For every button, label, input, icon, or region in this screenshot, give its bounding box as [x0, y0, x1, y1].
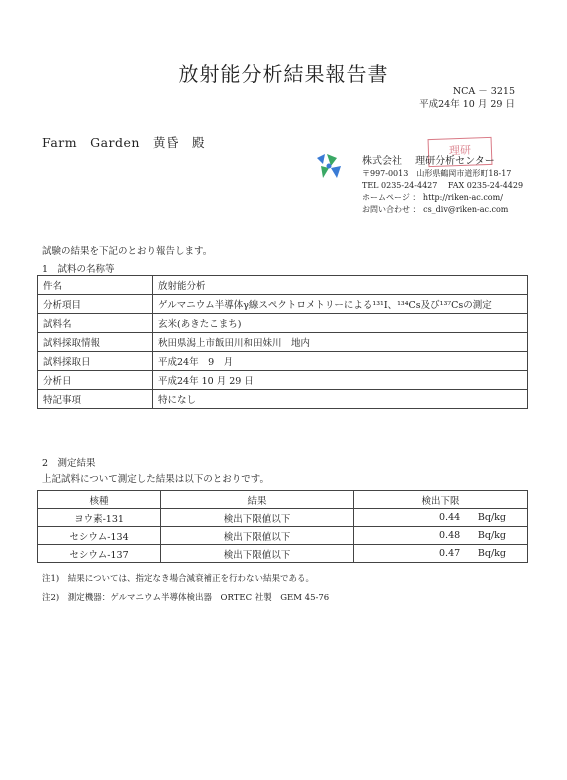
company-name: 株式会社 理研分析センター: [362, 156, 495, 167]
company-logo-icon: [313, 150, 347, 182]
table-row: [38, 509, 528, 527]
result-cell: 検出下限値以下: [161, 509, 354, 527]
limit-value: 0.47: [439, 548, 461, 559]
result-cell: 検出下限値以下: [161, 527, 354, 545]
column-header-result: 結果: [161, 491, 354, 509]
row-label: 試料採取日: [38, 352, 153, 371]
row-value: 平成24年 9 月: [153, 352, 528, 371]
sample-info-table: [37, 275, 528, 409]
row-value: 秋田県潟上市飯田川和田妹川 地内: [153, 333, 528, 352]
row-label: 分析項目: [38, 295, 153, 314]
limit-value: 0.48: [439, 530, 461, 541]
limit-unit: Bq/kg: [477, 512, 506, 523]
report-title: 放射能分析結果報告書: [178, 62, 389, 86]
table-row: [38, 545, 528, 563]
section2-subheading: 上記試料について測定した結果は以下のとおりです。: [42, 474, 270, 485]
column-header-nuclide: 核種: [38, 491, 161, 509]
nuclide-cell: ヨウ素-131: [38, 509, 161, 527]
limit-cell: [354, 545, 528, 563]
table-row: [38, 390, 528, 409]
row-label: 特記事項: [38, 390, 153, 409]
limit-value: 0.44: [439, 512, 461, 523]
limit-unit: Bq/kg: [477, 548, 506, 559]
limit-cell: [354, 527, 528, 545]
intro-text: 試験の結果を下記のとおり報告します。: [42, 246, 213, 257]
report-date: 平成24年 10 月 29 日: [419, 99, 515, 110]
company-address: 〒997-0013 山形県鶴岡市道形町18-17: [362, 169, 512, 178]
table-row: [38, 352, 528, 371]
recipient: Farm Garden 黄昏 殿: [42, 135, 205, 150]
table-row: [38, 527, 528, 545]
row-label: 分析日: [38, 371, 153, 390]
note-2: 注2) 測定機器：ゲルマニウム半導体検出器 ORTEC 社製 GEM 45-76: [42, 593, 330, 603]
row-value: 玄米(あきたこまち): [153, 314, 528, 333]
company-homepage: ホームページ ： http://riken-ac.com/: [362, 193, 503, 202]
company-seal-stamp: 理研: [428, 137, 493, 167]
section1-heading: 1 試料の名称等: [42, 264, 115, 275]
company-email: お問い合わせ ： cs_div@riken-ac.com: [362, 205, 509, 214]
section2-heading: 2 測定結果: [42, 458, 96, 469]
company-phone-fax: TEL 0235-24-4427 FAX 0235-24-4429: [362, 181, 524, 190]
document-number: NCA － 3215: [452, 86, 515, 97]
note-1: 注1) 結果については、指定なき場合減衰補正を行わない結果である。: [42, 574, 315, 584]
table-row: [38, 371, 528, 390]
table-row: [38, 295, 528, 314]
row-value: 放射能分析: [153, 276, 528, 295]
table-row: [38, 276, 528, 295]
row-label: 試料採取情報: [38, 333, 153, 352]
column-header-limit: 検出下限: [354, 491, 528, 509]
results-table: [37, 490, 528, 563]
row-value: 特になし: [153, 390, 528, 409]
row-value: 平成24年 10 月 29 日: [153, 371, 528, 390]
limit-unit: Bq/kg: [477, 530, 506, 541]
table-row: [38, 333, 528, 352]
row-value: ゲルマニウム半導体γ線スペクトロメトリーによる¹³¹I、¹³⁴Cs及び¹³⁷Csの測定: [153, 295, 528, 314]
row-label: 件名: [38, 276, 153, 295]
nuclide-cell: セシウム-137: [38, 545, 161, 563]
table-header-row: [38, 491, 528, 509]
table-row: [38, 314, 528, 333]
row-label: 試料名: [38, 314, 153, 333]
limit-cell: [354, 509, 528, 527]
result-cell: 検出下限値以下: [161, 545, 354, 563]
nuclide-cell: セシウム-134: [38, 527, 161, 545]
